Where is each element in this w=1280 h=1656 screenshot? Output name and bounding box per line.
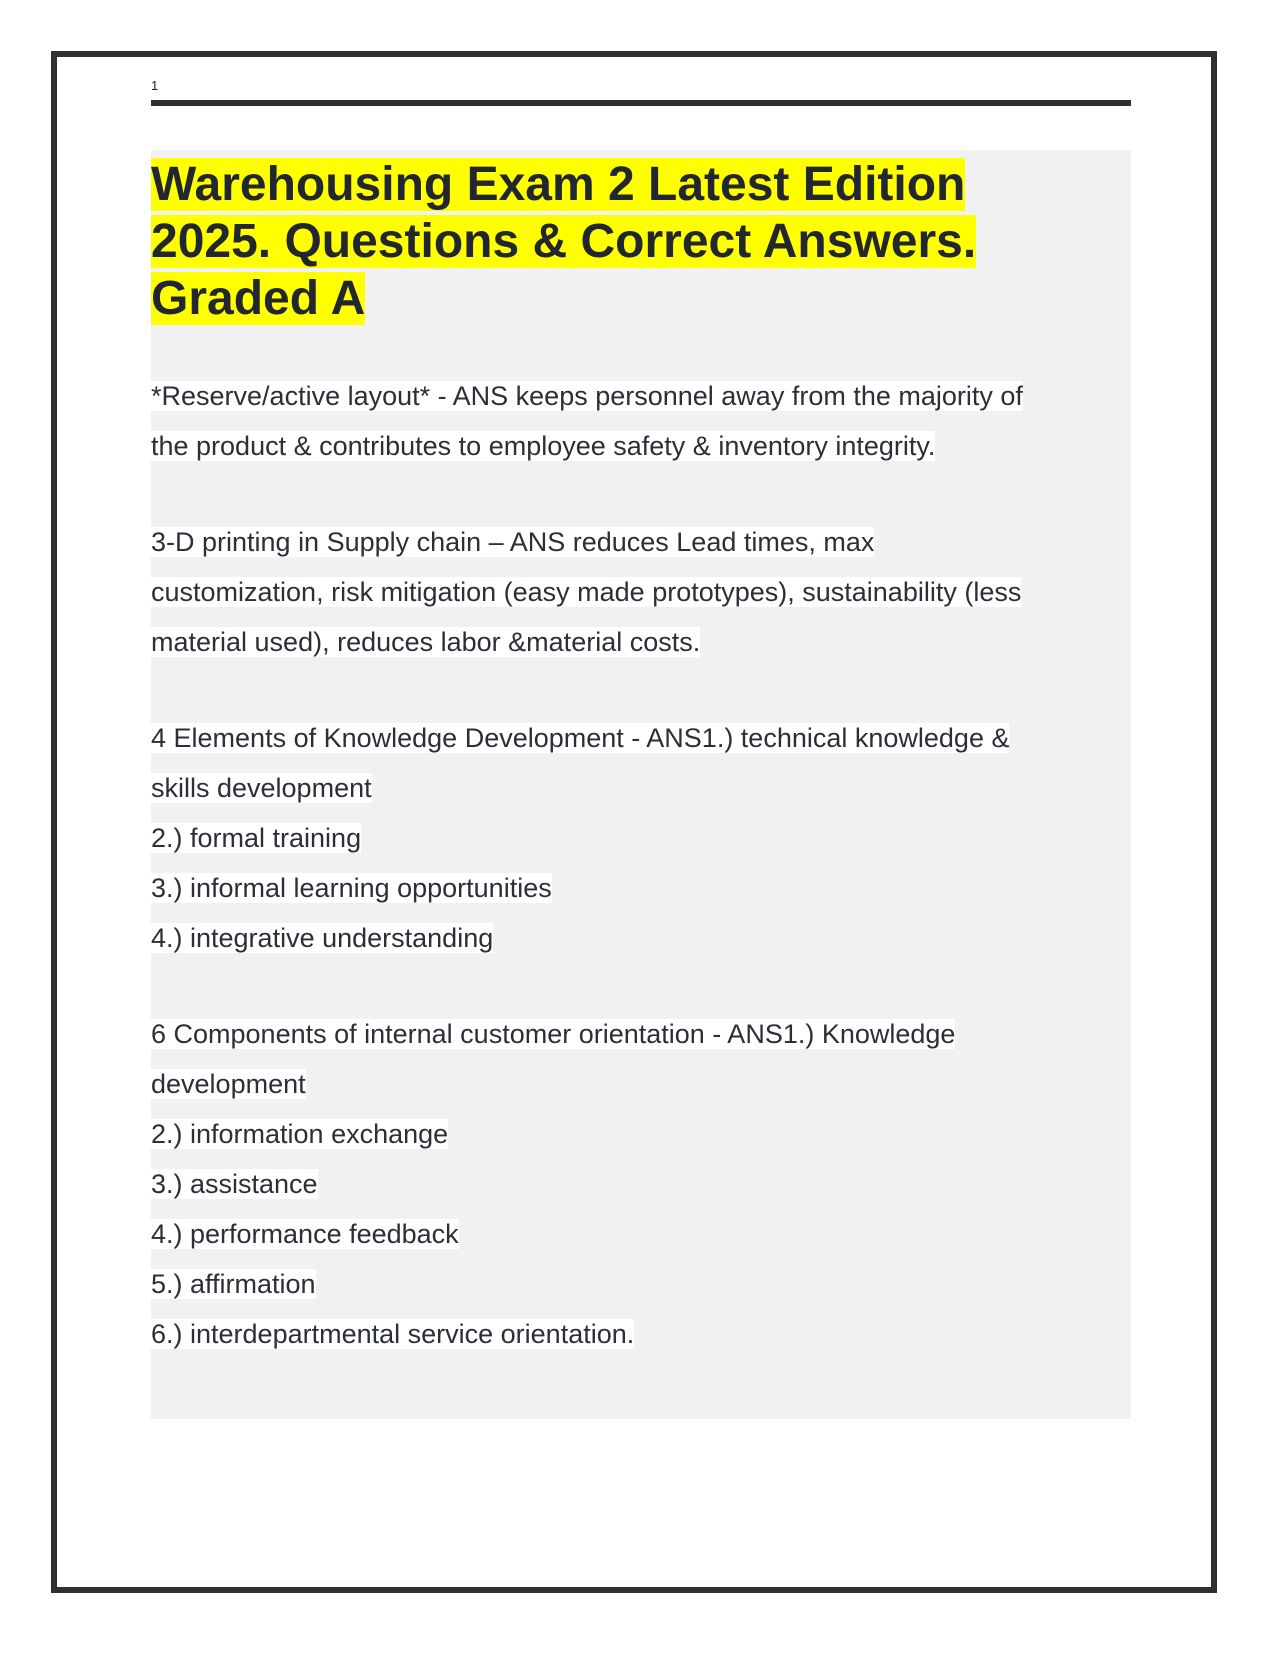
qa-entry-3d-printing (151, 517, 1131, 667)
title-line: Warehousing Exam 2 Latest Edition (151, 158, 966, 211)
entry-line: 3-D printing in Supply chain – ANS reduces Lead times, max (151, 527, 875, 557)
qa-entry-reserve-active-layout (151, 371, 1131, 471)
entry-line: 6.) interdepartmental service orientation. (151, 1319, 635, 1349)
page-number: 1 (151, 78, 159, 93)
entry-line: the product & contributes to employee safety & inventory integrity. (151, 431, 936, 461)
entry-line: material used), reduces labor &material costs. (151, 627, 701, 657)
page-header (151, 78, 1131, 106)
entry-line: *Reserve/active layout* - ANS keeps personnel away from the majority of (151, 381, 1023, 411)
entry-line: development (151, 1069, 306, 1099)
entry-line: 4.) integrative understanding (151, 923, 494, 953)
document-title (151, 150, 1131, 327)
document-body (151, 150, 1131, 1419)
entry-line: 3.) assistance (151, 1169, 318, 1199)
entry-line: 4 Elements of Knowledge Development - ANS1.) technical knowledge & (151, 723, 1010, 753)
qa-entry-internal-customer-orientation (151, 1009, 1131, 1359)
title-line: Graded A (151, 272, 366, 325)
header-rule (151, 100, 1131, 106)
entry-line: 4.) performance feedback (151, 1219, 459, 1249)
title-line: 2025. Questions & Correct Answers. (151, 215, 977, 268)
qa-entry-knowledge-development (151, 713, 1131, 963)
entry-line: 3.) informal learning opportunities (151, 873, 552, 903)
entry-line: 2.) formal training (151, 823, 362, 853)
entry-line: skills development (151, 773, 372, 803)
entry-line: customization, risk mitigation (easy made prototypes), sustainability (less (151, 577, 1022, 607)
entry-line: 6 Components of internal customer orientation - ANS1.) Knowledge (151, 1019, 956, 1049)
entry-line: 5.) affirmation (151, 1269, 316, 1299)
entry-line: 2.) information exchange (151, 1119, 449, 1149)
